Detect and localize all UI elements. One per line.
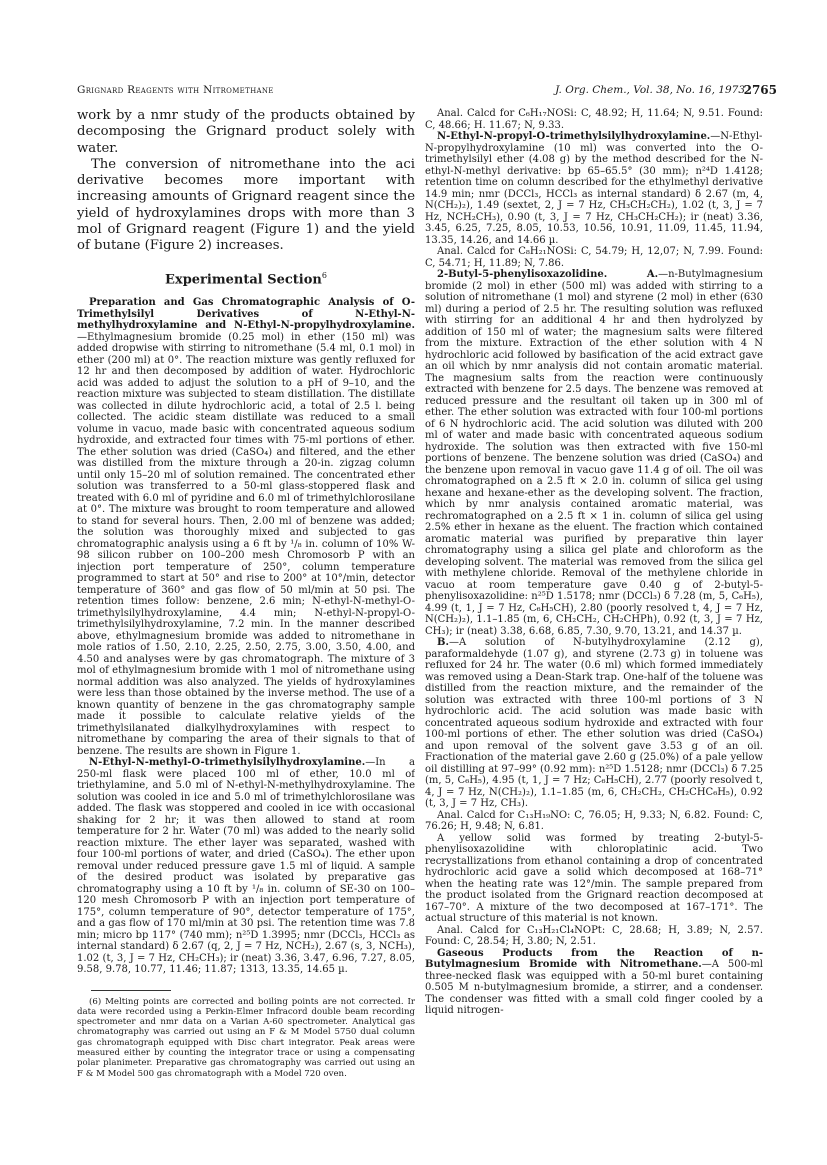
procedure-2-title: N-Ethyl-N-methyl-O-trimethylsilylhydroxylamine. [89,757,366,768]
footnote-mark: (6) [89,996,102,1007]
page-header [77,84,777,100]
section-footnote-mark: 6 [321,270,327,280]
procedure-3-body: —N-Ethyl-N-propylhydroxylamine (10 ml) was converted into the O-trimethylsilyl ether (4.08 g) by the method described for the N-ethyl-N-methyl derivative: bp 65–65.5° (30 mm); n²⁴D 1.4128; retention time on column described for the ethylmethyl derivative 14.9 min; nmr (DCCl₃, HCCl₃ as internal standard) δ 2.67 (m, 4, N(CH₂)₂), 1.49 (sextet, 2, J = 7 Hz, CH₃CH₂CH₂), 1.02 (t, 3, J = 7 Hz, NCH₂CH₃), 0.90 (t, 3, J = 7 Hz, CH₃CH₂CH₂); ir (neat) 3.36, 3.45, 6.25, 7.25, 8.05, 10.53, 10.56, 10.91, 11.09, 11.45, 11.94, 13.35, 14.26, and 14.66 µ. [425,131,763,246]
analysis-1: Anal. Calcd for C₆H₁₇NOSi: C, 48.92; H, 11.64; N, 9.51. Found: C, 48.66; H. 11.67; N, 9.33. [425,108,763,131]
procedure-2 [77,757,415,976]
procedure-5 [425,948,763,1017]
procedure-2-body: —In a 250-ml flask were placed 100 ml of ether, 10.0 ml of triethylamine, and 5.0 ml of N-ethyl-N-methylhydroxylamine. The solution was cooled in ice and 5.0 ml of trimethylchlorosilane was added. The flask was stoppered and cooled in ice with occasional shaking for 2 hr; it was then allowed to stand at room temperature for 2 hr. Water (70 ml) was added to the nearly solid reaction mixture. The ether layer was separated, washed with four 100-ml portions of water, and dried (CaSO₄). The ether upon removal under reduced pressure gave 1.5 ml of liquid. A sample of the desired product was isolated by preparative gas chromatography using a 10 ft by ¹/₈ in. column of SE-30 on 100–120 mesh Chromosorb P with an injection port temperature of 175°, column temperature of 90°, detector temperature of 175°, and a gas flow of 170 ml/min at 30 psi. The retention time was 7.8 min; micro bp 117° (740 mm); n²⁵D 1.3995; nmr (DCCl₃, HCCl₃ as internal standard) δ 2.67 (q, 2, J = 7 Hz, NCH₂), 2.67 (s, 3, NCH₃), 1.02 (t, 3, J = 7 Hz, CH₂CH₃); ir (neat) 3.36, 3.47, 6.96, 7.27, 8.05, 9.58, 9.78, 10.77, 11.46; 11.87; 1313, 13.35, 14.65 µ. [77,757,415,975]
procedure-4-title: 2-Butyl-5-phenylisoxazolidine. A. [437,269,659,280]
procedure-4 [425,269,763,637]
left-column [77,108,415,1098]
procedure-3-title: N-Ethyl-N-propyl-O-trimethylsilylhydroxylamine. [437,131,711,142]
footnote [77,997,415,1079]
footnote-text: Melting points are corrected and boiling points are not corrected. Ir data were recorded using a Perkin-Elmer Infracord double beam recording spectrometer and nmr data on a Varian A-60 spectrometer. Analytical gas chromatography was carried out using an F & M Model 5750 dual column gas chromatograph equipped with Disc chart integrator. Peak areas were measured either by counting the integrator trace or using a compensating polar planimeter. Preparative gas chromatography was carried out using an F & M Model 500 gas chromatograph with a Model 720 oven. [77,996,415,1079]
intro-paragraph-1: work by a nmr study of the products obtained by decomposing the Grignard product solely with water. [77,108,415,156]
procedure-b [425,637,763,810]
analysis-3: Anal. Calcd for C₁₃H₁₉NO: C, 76.05; H, 9.33; N, 6.82. Found: C, 76.26; H, 9.48; N, 6.81. [425,809,763,832]
analysis-2: Anal. Calcd for C₈H₂₁NOSi: C, 54.79; H, 12,07; N, 7.99. Found: C, 54.71; H, 11.89; N, 7.86. [425,246,763,269]
right-column [425,108,763,1098]
section-heading [77,271,415,287]
procedure-1 [77,297,415,757]
running-title: Grignard Reagents with Nitromethane [77,84,274,96]
procedure-b-body: —A solution of N-butylhydroxylamine (2.12 g), paraformaldehyde (1.07 g), and styrene (2.73 g) in toluene was refluxed for 24 hr. The water (0.6 ml) which formed immediately was removed using a Dean-Stark trap. One-half of the toluene was distilled from the reaction mixture, and the remainder of the solution was extracted with three 100-ml portions of 3 N hydrochloric acid. The acid solution was made basic with concentrated aqueous sodium hydroxide and extracted with four 100-ml portions of ether. The ether solution was dried (CaSO₄) and upon removal of the solvent gave 3.53 g of an oil. Fractionation of the material gave 2.60 g (25.0%) of a pale yellow oil distilling at 97–99° (0.92 mm): n²⁵D 1.5128; nmr (DCCl₃) δ 7.25 (m, 5, C₆H₅), 4.95 (t, 1, J = 7 Hz; C₆H₅CH), 2.77 (poorly resolved t, 4, J = 7 Hz, N(CH₂)₂), 1.1–1.85 (m, 6, CH₂CH₂, CH₂CHC₆H₅), 0.92 (t, 3, J = 7 Hz, CH₃). [425,637,763,809]
procedure-5-title: Gaseous Products from the Reaction of n-Butylmagnesium Bromide with Nitromethane. [425,947,763,970]
procedure-3 [425,131,763,246]
section-title: Experimental Section [165,272,322,287]
procedure-1-title: Preparation and Gas Chromatographic Analysis of O-Trimethylsilyl Derivatives of N-Ethyl-N-methylhydroxylamine and N-Ethyl-N-propylhydroxylamine. [77,297,415,331]
footnote-divider [91,990,171,991]
yellow-solid-paragraph: A yellow solid was formed by treating 2-butyl-5-phenylisoxazolidine with chloroplatinic acid. Two recrystallizations from ethanol containing a drop of concentrated hydrochloric acid gave a solid which decomposed at 168–71° when the heating rate was 12°/min. The sample prepared from the product isolated from the Grignard reaction decomposed at 167–70°. A mixture of the two decomposed at 167–171°. The actual structure of this material is not known. [425,832,763,924]
procedure-4-body: —n-Butylmagnesium bromide (2 mol) in ether (500 ml) was added with stirring to a solution of nitromethane (1 mol) and styrene (2 mol) in ether (630 ml) during a period of 2.5 hr. The resulting solution was refluxed with stirring for an additional 4 hr and then hydrolyzed by addition of 150 ml of water; the magnesium salts were filtered from the mixture. Extraction of the ether solution with 4 N hydrochloric acid followed by basification of the acid extract gave an oil which by nmr analysis did not contain aromatic material. The magnesium salts from the reaction were continuously extracted with benzene for 2.5 days. The benzene was removed at reduced pressure and the resultant oil taken up in 300 ml of ether. The ether solution was extracted with four 100-ml portions of 6 N hydrochloric acid. The acid solution was diluted with 200 ml of water and made basic with concentrated aqueous sodium hydroxide. The solution was then extracted with five 150-ml portions of benzene. The benzene solution was dried (CaSO₄) and the benzene upon removal in vacuo gave 11.4 g of oil. The oil was chromatographed on a 2.5 ft × 2.0 in. column of silica gel using hexane and hexane-ether as the developing solvent. The fraction, which by nmr analysis contained aromatic material, was rechromatographed on a 2.5 ft × 1 in. column of silica gel using 2.5% ether in hexane as the eluent. The fraction which contained aromatic material was purified by preparative thin layer chromatography using a silica gel plate and chloroform as the developing solvent. The material was removed from the silica gel with methylene chloride. Removal of the methylene chloride in vacuo at room temperature gave 0.40 g of 2-butyl-5-phenylisoxazolidine: n²⁵D 1.5178; nmr (DCCl₃) δ 7.28 (m, 5, C₆H₅), 4.99 (t, 1, J = 7 Hz, C₆H₅CH), 2.80 (poorly resolved t, 4, J = 7 Hz, N(CH₂)₂), 1.1–1.85 (m, 6, CH₂CH₂, CH₂CHPh), 0.92 (t, 3, J = 7 Hz, CH₃); ir (neat) 3.38, 6.68, 6.85, 7.30, 9.70, 13.21, and 14.37 µ. [425,269,763,637]
journal-citation: J. Org. Chem., Vol. 38, No. 16, 1973 [555,84,745,96]
analysis-4: Anal. Calcd for C₁₃H₂₁Cl₄NOPt: C, 28.68; H, 3.89; N, 2.57. Found: C, 28.54; H, 3.80; N, 2.51. [425,924,763,947]
procedure-5-body: —A 500-ml three-necked flask was equipped with a 50-ml buret containing 0.505 M n-butylmagnesium bromide, a stirrer, and a condenser. The condenser was fitted with a small cold finger cooled by a liquid nitrogen- [425,959,763,1016]
intro-paragraph-2: The conversion of nitromethane into the aci derivative becomes more important with increasing amounts of Grignard reagent since the yield of hydroxylamines drops with more than 3 mol of Grignard reagent (Figure 1) and the yield of butane (Figure 2) increases. [77,156,415,254]
procedure-1-body: —Ethylmagnesium bromide (0.25 mol) in ether (150 ml) was added dropwise with stirring to nitromethane (5.4 ml, 0.1 mol) in ether (200 ml) at 0°. The reaction mixture was gently refluxed for 12 hr and then decomposed by addition of water. Hydrochloric acid was added to adjust the solution to a pH of 9–10, and the reaction mixture was subjected to steam distillation. The distillate was collected in dilute hydrochloric acid, a total of 2.5 l. being collected. The acidic steam distillate was reduced to a small volume in vacuo, made basic with concentrated aqueous sodium hydroxide, and extracted four times with 75-ml portions of ether. The ether solution was dried (CaSO₄) and filtered, and the ether was distilled from the mixture through a 20-in. zigzag column until only 15–20 ml of solution remained. The concentrated ether solution was transferred to a 50-ml glass-stoppered flask and treated with 6.0 ml of pyridine and 6.0 ml of trimethylchlorosilane at 0°. The mixture was brought to room temperature and allowed to stand for several hours. Then, 2.00 ml of benzene was added; the solution was thoroughly mixed and subjected to gas chromatographic analysis using a 6 ft by ¹/₈ in. column of 10% W-98 silicon rubber on 100–200 mesh Chromosorb P with an injection port temperature of 250°, column temperature programmed to start at 50° and rise to 200° at 10°/min, detector temperature of 360° and gas flow of 50 ml/min at 50 psi. The retention times follow: benzene, 2.6 min; N-ethyl-N-methyl-O-trimethylsilylhydroxylamine, 4.4 min; N-ethyl-N-propyl-O-trimethylsilylhydroxylamine, 7.2 min. In the manner described above, ethylmagnesium bromide was added to nitromethane in mole ratios of 1.50, 2.10, 2.25, 2.50, 2.75, 3.00, 3.50, 4.00, and 4.50 and analyses were by gas chromatograph. The mixture of 3 mol of ethylmagnesium bromide with 1 mol of nitromethane using normal addition was also analyzed. The yields of hydroxylamines were less than those obtained by the inverse method. The use of a known quantity of benzene in the gas chromatography sample made it possible to calculate relative yields of the trimethylsilanated dialkylhydroxylamines with respect to nitromethane by comparing the area of their signals to that of benzene. The results are shown in Figure 1. [77,331,415,757]
procedure-b-title: B. [437,637,449,648]
page-number: 2765 [743,83,777,97]
